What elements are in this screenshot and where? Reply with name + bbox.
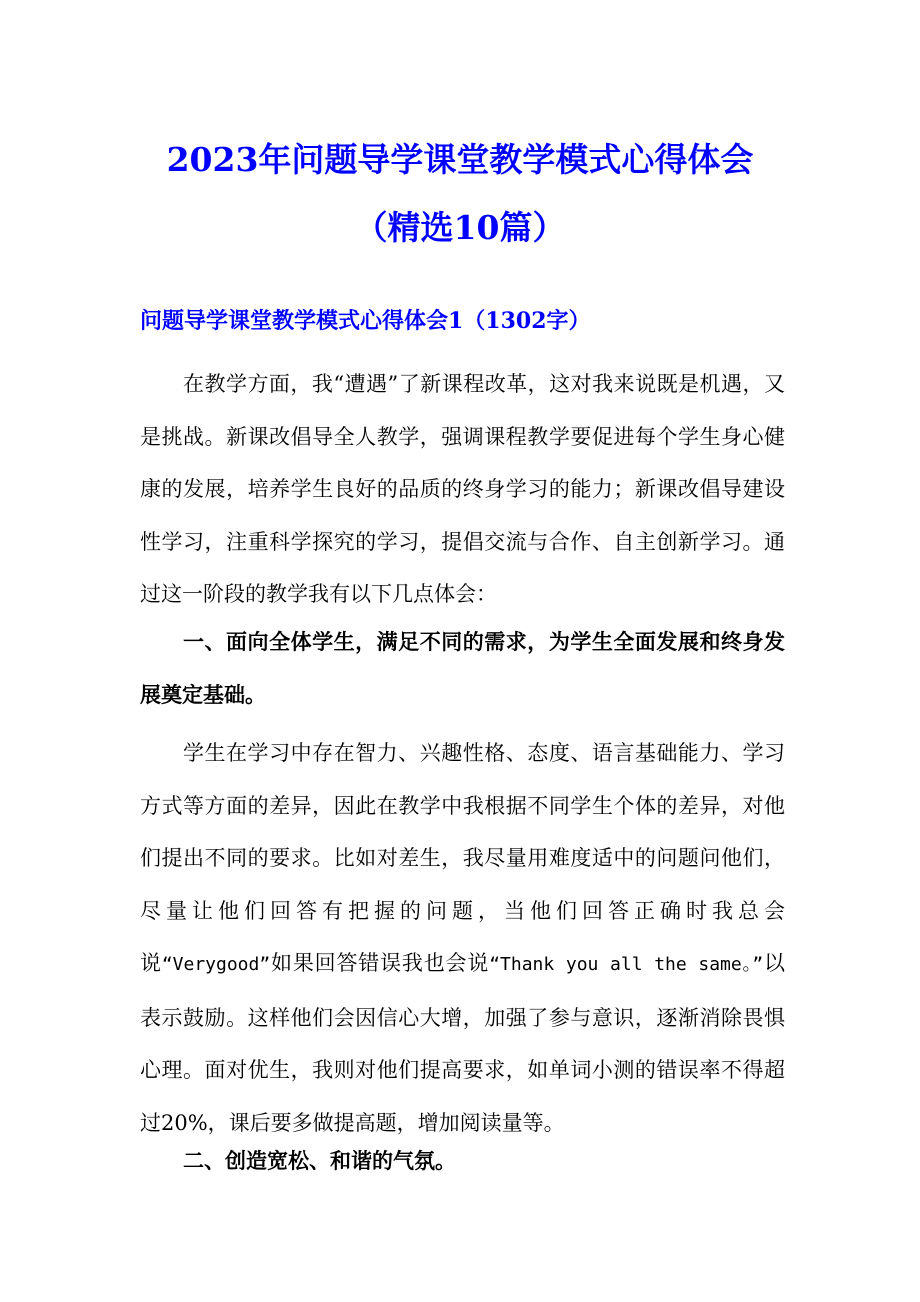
document-title-line-1: 2023年问题导学课堂教学模式心得体会 bbox=[166, 140, 754, 179]
paragraph-differences-part3: 以表示鼓励。这样他们会因信心大增，加强了参与意识，逐渐消除畏惧心理。面对优生，我则对他们提高要求，如单词小测的错误率不得超过20%，课后要多做提高题，增加阅读量等。 bbox=[140, 951, 786, 1135]
paragraph-differences-part2: 如果回答错误我也会说 bbox=[270, 951, 490, 975]
quote-very-good: “Verygood” bbox=[161, 954, 271, 975]
paragraph-differences bbox=[140, 727, 785, 1149]
subheading-one: 一、面向全体学生，满足不同的需求，为学生全面发展和终身发展奠定基础。 bbox=[140, 629, 785, 707]
paragraph-intro: 在教学方面，我“遭遇”了新课程改革，这对我来说既是机遇，又是挑战。新课改倡导全人教学，强调课程教学要促进每个学生身心健康的发展，培养学生良好的品质的终身学习的能力；新课改倡导建设性学习，注重科学探究的学习，提倡交流与合作、自主创新学习。通过这一阶段的教学我有以下几点体会： bbox=[140, 372, 785, 606]
quote-thank-you: “Thank you all the same。” bbox=[489, 954, 764, 975]
subheading-two: 二、创造宽松、和谐的气氛。 bbox=[183, 1148, 456, 1173]
section-heading: 问题导学课堂教学模式心得体会1（1302字） bbox=[140, 308, 591, 334]
paragraph-differences-part1: 学生在学习中存在智力、兴趣性格、态度、语言基础能力、学习方式等方面的差异，因此在教学中我根据不同学生个体的差异，对他们提出不同的要求。比如对差生，我尽量用难度适中的问题问他们，尽量让他们回答有把握的问题，当他们回答正确时我总会说 bbox=[140, 741, 785, 975]
document-title-line-2: （精选10篇） bbox=[354, 208, 566, 247]
